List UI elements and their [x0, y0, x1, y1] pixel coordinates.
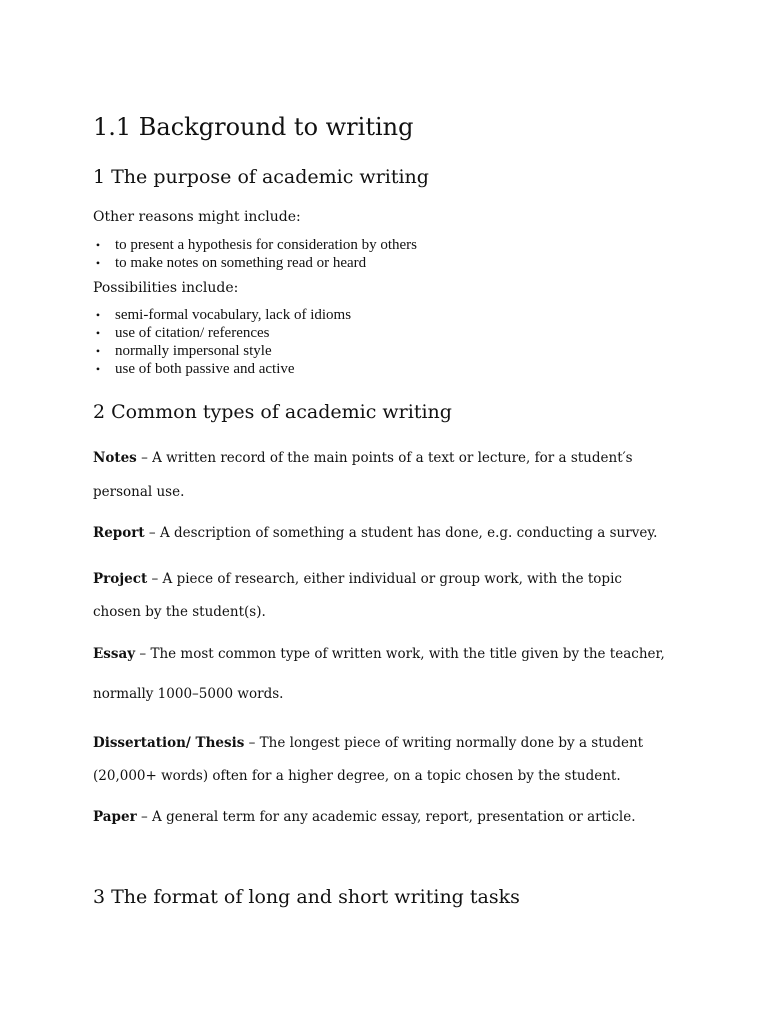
definition-text: The longest piece of writing normally done by a student: [259, 735, 644, 751]
section-2-heading: 2 Common types of academic writing: [93, 401, 452, 423]
definition-text: A piece of research, either individual or group work, with the topic: [162, 571, 622, 587]
document-page: 1.1 Background to writing 1 The purpose of academic writing Other reasons might include: • to present a hypothesis for consideration by others • to make notes on something read or heard Possibilities include: • semi-formal vocabulary, lack of idioms • use of citation/ references • normally impersonal style • use of both passive and active 2 Common types of academic writing Notes – A written record of the main points of a text or lecture, for a student′s personal use. Report – A description of something a student has done, e.g. conducting a survey. Project – A piece of research, either individual or group work, with the topic chosen by the student(s). Essay – The most common type of written work, with the title given by the teacher, normally 1000–5000 words. Dissertation/ Thesis – The longest piece of writing normally done by a student (20,000+ words) often for a higher degree, on a topic chosen by the student. Paper – A general term for any academic essay, report, presentation or article. 3 The format of long and short writing tasks: [93, 113, 665, 908]
definition-term: Essay: [93, 646, 136, 662]
definition-term: Project: [93, 571, 148, 587]
definition-text: A description of something a student has done, e.g. conducting a survey.: [159, 525, 658, 541]
list-item: • semi-formal vocabulary, lack of idioms: [93, 306, 351, 324]
possibilities-intro: Possibilities include:: [93, 280, 239, 296]
definition-term: Report: [93, 525, 145, 541]
page-title: 1.1 Background to writing: [93, 113, 414, 141]
bullet-icon: •: [95, 362, 101, 376]
possibilities-list: [93, 306, 351, 378]
definition-text-cont: chosen by the student(s).: [93, 604, 266, 620]
reasons-list: [93, 236, 417, 272]
bullet-icon: •: [95, 256, 101, 270]
bullet-icon: •: [95, 308, 101, 322]
list-item: • to present a hypothesis for consideration by others: [93, 236, 417, 254]
definition-text: A general term for any academic essay, report, presentation or article.: [152, 809, 636, 825]
definition-text-cont: (20,000+ words) often for a higher degree, on a topic chosen by the student.: [93, 768, 621, 784]
definition-text: The most common type of written work, with the title given by the teacher,: [150, 646, 665, 662]
list-item: • to make notes on something read or heard: [93, 254, 417, 272]
definition-term: Dissertation/ Thesis: [93, 735, 245, 751]
definition-term: Notes: [93, 450, 137, 466]
bullet-icon: •: [95, 344, 101, 358]
bullet-icon: •: [95, 238, 101, 252]
list-item: • normally impersonal style: [93, 342, 351, 360]
definition-term: Paper: [93, 809, 137, 825]
definition-text: A written record of the main points of a text or lecture, for a student′s: [152, 450, 633, 466]
reasons-intro: Other reasons might include:: [93, 209, 301, 225]
section-1-heading: 1 The purpose of academic writing: [93, 166, 429, 188]
definition-text-cont: personal use.: [93, 484, 185, 500]
bullet-icon: •: [95, 326, 101, 340]
definition-text-cont: normally 1000–5000 words.: [93, 686, 284, 702]
section-3-heading: 3 The format of long and short writing tasks: [93, 886, 520, 908]
list-item: • use of both passive and active: [93, 360, 351, 378]
list-item: • use of citation/ references: [93, 324, 351, 342]
